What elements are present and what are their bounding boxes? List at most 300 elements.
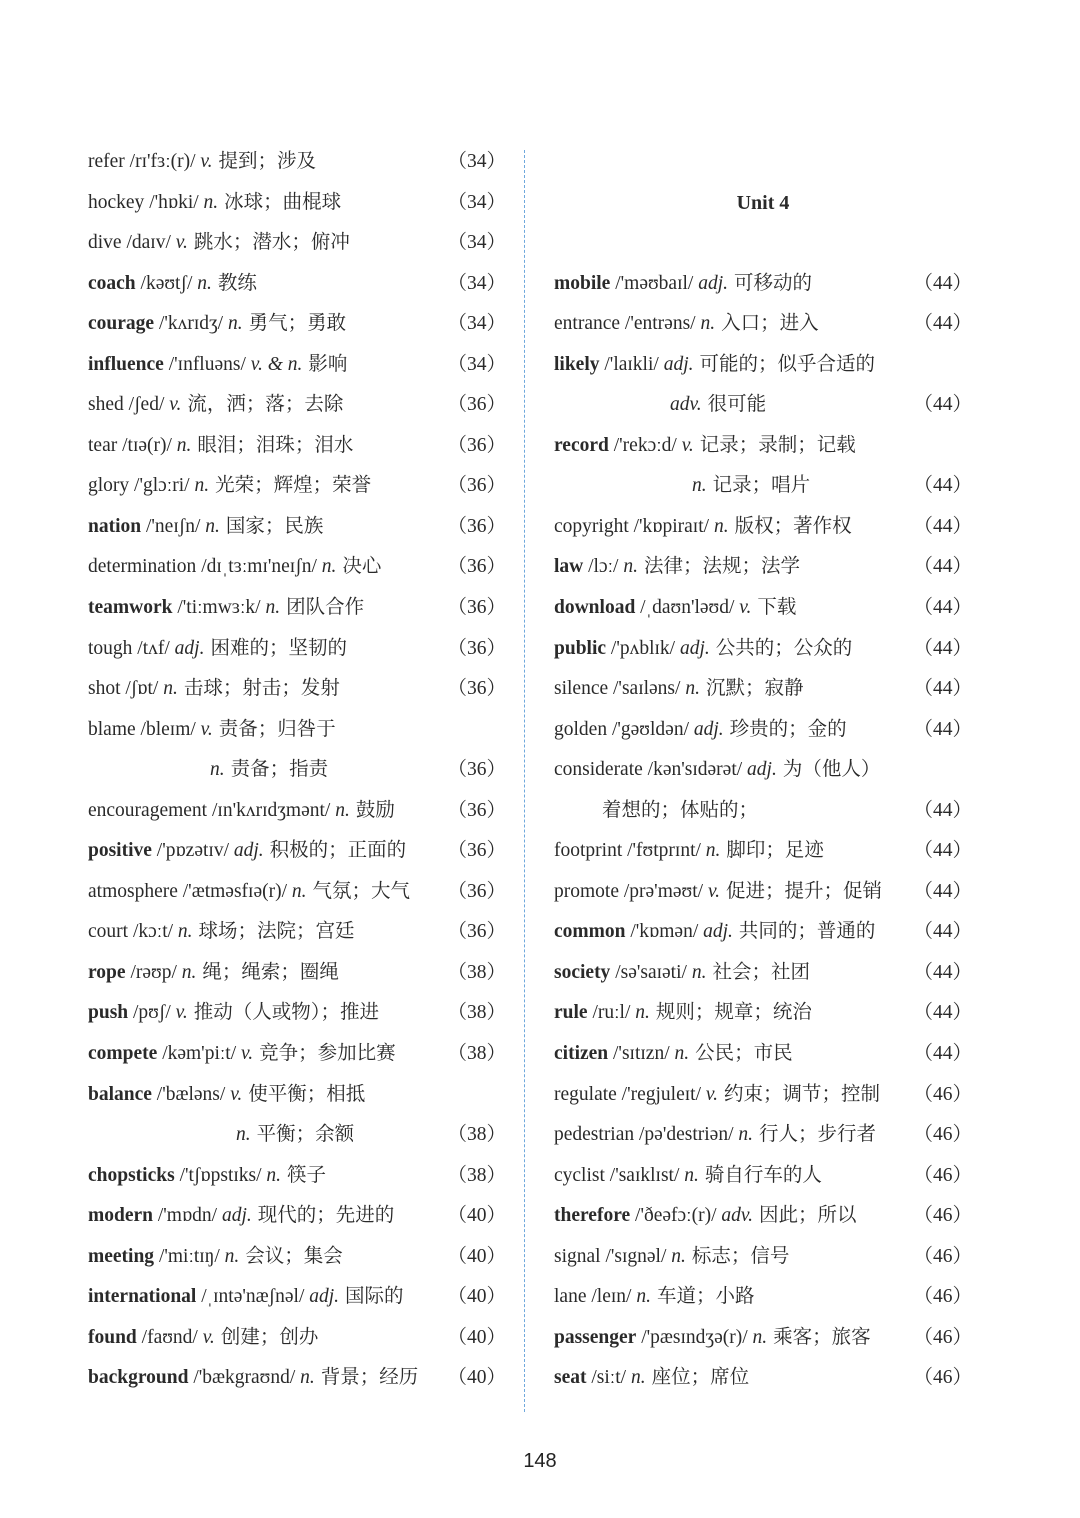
part-of-speech: v. — [681, 434, 694, 456]
headword: signal — [554, 1245, 601, 1267]
page-reference: （34） — [447, 313, 506, 335]
vocab-entry — [554, 750, 972, 791]
page-reference: （44） — [913, 313, 972, 335]
page-reference: （40） — [447, 1245, 506, 1267]
vocab-entry — [554, 1115, 972, 1156]
page-reference: （46） — [913, 1367, 972, 1389]
headword: determination — [88, 556, 197, 578]
page-reference: （46） — [913, 1164, 972, 1186]
page-reference: （40） — [447, 1286, 506, 1308]
definition: 乘客；旅客 — [773, 1326, 871, 1348]
headword: found — [88, 1326, 137, 1348]
page-reference: （40） — [447, 1326, 506, 1348]
phonetic: /'kɒpiraɪt/ — [633, 515, 710, 537]
page-reference: （36） — [447, 759, 506, 781]
part-of-speech: n. — [713, 515, 729, 537]
headword: seat — [554, 1367, 587, 1389]
vocab-entry — [554, 507, 972, 548]
vocab-entry — [88, 1196, 506, 1237]
page-reference: （40） — [447, 1367, 506, 1389]
part-of-speech: adv. — [670, 394, 702, 416]
entry-text — [88, 1358, 418, 1399]
entry-text — [692, 466, 810, 507]
part-of-speech: v. — [169, 394, 182, 416]
headword: shot — [88, 678, 121, 700]
phonetic: /'məʊbaɪl/ — [615, 272, 694, 294]
headword: background — [88, 1367, 189, 1389]
vocab-entry — [554, 1358, 972, 1399]
page-reference: （38） — [447, 1002, 506, 1024]
page-reference: （44） — [913, 1002, 972, 1024]
headword: passenger — [554, 1326, 637, 1348]
definition: 推动（人或物）；推进 — [193, 1002, 380, 1024]
part-of-speech: n. — [163, 678, 178, 700]
definition: 下载 — [757, 597, 797, 619]
vocab-entry — [88, 953, 506, 994]
phonetic: /ˌɪntə'næʃnəl/ — [201, 1286, 305, 1308]
entry-text — [88, 304, 346, 345]
definition: 车道；小路 — [656, 1286, 755, 1308]
phonetic: /kɔːt/ — [132, 921, 174, 943]
headword: push — [88, 1002, 129, 1024]
page-reference: （44） — [913, 515, 972, 537]
part-of-speech: n. — [685, 678, 700, 700]
part-of-speech: n. — [265, 597, 281, 619]
vocab-entry — [88, 426, 506, 467]
page-reference: （44） — [913, 272, 972, 294]
part-of-speech: n. — [177, 921, 193, 943]
phonetic: /rəʊp/ — [130, 961, 177, 983]
vocab-entry — [554, 872, 972, 913]
vocab-entry — [88, 385, 506, 426]
definition: 使平衡；相抵 — [248, 1083, 366, 1105]
phonetic: /'rekɔːd/ — [613, 434, 677, 456]
entry-text — [88, 791, 395, 832]
phonetic: /'bæləns/ — [156, 1083, 226, 1105]
phonetic: /'ætməsfɪə(r)/ — [182, 880, 287, 902]
definition: 入口；进入 — [721, 313, 819, 335]
phonetic: /'pʌblɪk/ — [610, 637, 676, 659]
definition: 记录；录制；记载 — [699, 434, 856, 456]
definition: 版权；著作权 — [734, 515, 852, 537]
vocab-entry — [554, 588, 972, 629]
entry-text — [210, 750, 328, 791]
page-reference: （46） — [913, 1083, 972, 1105]
definition: 勇气；勇敢 — [248, 313, 347, 335]
phonetic: /'hɒki/ — [149, 191, 199, 213]
entry-text — [88, 710, 336, 751]
part-of-speech: n. — [335, 799, 350, 821]
headword: silence — [554, 678, 609, 700]
vocab-entry — [88, 142, 506, 183]
part-of-speech: v. — [230, 1083, 243, 1105]
headword: coach — [88, 272, 136, 294]
headword: encouragement — [88, 799, 208, 821]
vocab-entry — [88, 547, 506, 588]
vocab-entry — [88, 1277, 506, 1318]
entry-text — [554, 629, 852, 670]
phonetic: /ʃɒt/ — [125, 678, 159, 700]
vocab-entry — [554, 912, 972, 953]
entry-text — [88, 547, 381, 588]
definition: 创建；创办 — [220, 1326, 319, 1348]
phonetic: /pʊʃ/ — [133, 1002, 171, 1024]
page-reference: （44） — [913, 921, 972, 943]
vocab-entry — [88, 1237, 506, 1278]
entry-text — [88, 669, 340, 710]
part-of-speech: n. — [738, 1124, 753, 1146]
part-of-speech: v. — [707, 880, 721, 902]
page-reference: （36） — [447, 799, 506, 821]
headword: lane — [554, 1286, 587, 1308]
headword: rope — [88, 961, 126, 983]
vocab-entry — [88, 1075, 506, 1116]
part-of-speech: adj. — [693, 718, 724, 740]
vocab-entry — [554, 1318, 972, 1359]
entry-text — [88, 1196, 394, 1237]
definition: 骑自行车的人 — [704, 1164, 822, 1186]
entry-text — [88, 912, 355, 953]
page-reference: （36） — [447, 475, 506, 497]
phonetic: /'pæsɪndʒə(r)/ — [641, 1326, 748, 1348]
part-of-speech: n. — [205, 515, 220, 537]
headword: meeting — [88, 1245, 155, 1267]
part-of-speech: n. — [181, 961, 197, 983]
vocab-entry — [554, 710, 972, 751]
page-reference: （38） — [447, 1043, 506, 1065]
phonetic: /'sɪgnəl/ — [605, 1245, 667, 1267]
phonetic: /dɪˌtɜːmɪ'neɪʃn/ — [201, 556, 317, 578]
definition: 规则；规章；统治 — [655, 1002, 812, 1024]
phonetic: /prə'məʊt/ — [623, 880, 704, 902]
part-of-speech: n. — [321, 556, 337, 578]
part-of-speech: n. — [227, 313, 243, 335]
definition: 气氛；大气 — [312, 880, 411, 902]
phonetic: /kəʊtʃ/ — [140, 272, 193, 294]
definition: 公民；市民 — [695, 1043, 793, 1065]
page-reference: （44） — [913, 637, 972, 659]
entry-text — [88, 1318, 318, 1359]
headword: courage — [88, 313, 155, 335]
page-reference: （34） — [447, 191, 506, 213]
headword: law — [554, 556, 584, 578]
definition: 困难的；坚韧的 — [210, 637, 347, 659]
phonetic: /bleɪm/ — [140, 718, 196, 740]
vocab-entry — [88, 993, 506, 1034]
headword: mobile — [554, 272, 611, 294]
headword: dive — [88, 232, 122, 254]
entry-text — [88, 1075, 365, 1116]
page-reference: （44） — [913, 394, 972, 416]
part-of-speech: adv. — [721, 1205, 753, 1227]
definition: 跳水；潜水；俯冲 — [193, 232, 350, 254]
entry-text — [554, 1156, 822, 1197]
phonetic: /ˌdaʊn'ləʊd/ — [640, 597, 735, 619]
entry-text — [88, 1237, 343, 1278]
definition: 脚印；足迹 — [726, 840, 824, 862]
entry-text — [88, 953, 339, 994]
headword: tough — [88, 637, 133, 659]
definition: 国际的 — [345, 1286, 404, 1308]
headword: common — [554, 921, 626, 943]
vocab-entry — [88, 750, 506, 791]
headword: pedestrian — [554, 1124, 635, 1146]
vocab-entry — [554, 629, 972, 670]
phonetic: /'bækgraʊnd/ — [193, 1367, 296, 1389]
entry-text — [554, 872, 882, 913]
headword: download — [554, 597, 636, 619]
headword: teamwork — [88, 597, 173, 619]
vocab-entry — [554, 953, 972, 994]
part-of-speech: v. — [739, 597, 752, 619]
entry-text — [88, 466, 371, 507]
vocab-entry — [554, 385, 972, 426]
entry-text — [554, 345, 875, 386]
definition: 公共的；公众的 — [715, 637, 853, 659]
headword: shed — [88, 394, 124, 416]
page-reference: （46） — [913, 1205, 972, 1227]
part-of-speech: adj. — [698, 272, 729, 294]
entry-text — [554, 426, 856, 467]
phonetic: /daɪv/ — [126, 232, 171, 254]
page-reference: （44） — [913, 597, 972, 619]
phonetic: /ʃed/ — [128, 394, 165, 416]
phonetic: /'kɒmən/ — [630, 921, 699, 943]
entry-text — [88, 872, 410, 913]
page-reference: （34） — [447, 151, 506, 172]
vocab-entry — [554, 426, 972, 467]
part-of-speech: v. — [200, 718, 213, 740]
phonetic: /'tiːmwɜːk/ — [177, 597, 261, 619]
definition: 沉默；寂静 — [705, 678, 804, 700]
part-of-speech: n. — [236, 1124, 251, 1146]
part-of-speech: adj. — [233, 840, 264, 862]
vocab-entry — [554, 547, 972, 588]
entry-text — [554, 1358, 749, 1399]
definition: 标志；信号 — [691, 1245, 790, 1267]
headword: likely — [554, 353, 600, 375]
part-of-speech: n. — [203, 191, 219, 213]
phonetic: /ɪn'kʌrɪdʒmənt/ — [211, 799, 331, 821]
vocab-entry — [88, 304, 506, 345]
definition: 可移动的 — [734, 272, 813, 294]
entry-text — [88, 142, 316, 183]
definition: 决心 — [342, 556, 382, 578]
phonetic: /ruːl/ — [592, 1002, 631, 1024]
vocab-entry — [88, 791, 506, 832]
vocab-entry — [554, 1034, 972, 1075]
vocab-entry — [88, 1318, 506, 1359]
entry-text — [88, 831, 406, 872]
part-of-speech: adj. — [174, 637, 205, 659]
definition: 记录；唱片 — [712, 475, 811, 497]
headword: influence — [88, 353, 164, 375]
entry-text — [554, 750, 880, 791]
headword: tear — [88, 434, 118, 456]
part-of-speech: v. — [202, 1326, 215, 1348]
vocab-entry — [88, 264, 506, 305]
phonetic: /'fʊtprɪnt/ — [627, 840, 701, 862]
part-of-speech: adj. — [309, 1286, 340, 1308]
phonetic: /'gəʊldən/ — [611, 718, 689, 740]
definition: 会议；集会 — [245, 1245, 343, 1267]
part-of-speech: v. & n. — [250, 353, 303, 375]
vocab-entry — [554, 466, 972, 507]
part-of-speech: adj. — [221, 1205, 252, 1227]
part-of-speech: v. — [175, 1002, 188, 1024]
definition: 眼泪；泪珠；泪水 — [197, 434, 354, 456]
vocab-entry — [554, 304, 972, 345]
entry-text — [236, 1115, 354, 1156]
entry-text — [88, 1156, 326, 1197]
definition: 背景；经历 — [320, 1367, 419, 1389]
headword: therefore — [554, 1205, 631, 1227]
part-of-speech: n. — [623, 556, 638, 578]
left-column — [88, 142, 506, 1399]
phonetic: /'saɪləns/ — [613, 678, 681, 700]
part-of-speech: adj. — [703, 921, 733, 943]
headword: glory — [88, 475, 130, 497]
phonetic: /leɪn/ — [591, 1286, 632, 1308]
page-reference: （46） — [913, 1286, 972, 1308]
part-of-speech: n. — [197, 272, 212, 294]
right-column — [554, 142, 972, 1399]
entry-text — [554, 1196, 856, 1237]
page-reference: （34） — [447, 353, 506, 375]
vocab-entry — [88, 1358, 506, 1399]
definition: 为（他人） — [782, 759, 881, 781]
vocab-entry — [554, 831, 972, 872]
entry-text — [88, 1034, 396, 1075]
vocab-entry — [554, 669, 972, 710]
phonetic: /'miːtɪŋ/ — [158, 1245, 220, 1267]
definition: 责备；指责 — [230, 759, 329, 781]
headword: public — [554, 637, 607, 659]
definition: 光荣；辉煌；荣誉 — [215, 475, 372, 497]
headword: compete — [88, 1043, 158, 1065]
vocab-entry — [88, 669, 506, 710]
spacer — [554, 223, 972, 264]
vocab-entry — [88, 831, 506, 872]
page-reference: （36） — [447, 921, 506, 943]
entry-text — [554, 1318, 871, 1359]
headword: considerate — [554, 759, 643, 781]
definition: 流，洒；落；去除 — [187, 394, 344, 416]
part-of-speech: adj. — [663, 353, 694, 375]
entry-text — [670, 385, 766, 426]
entry-text — [554, 953, 810, 994]
entry-text — [554, 1075, 880, 1116]
definition: 提到；涉及 — [218, 151, 316, 172]
page-reference: （38） — [447, 1164, 506, 1186]
page-reference: （44） — [913, 961, 972, 983]
headword: modern — [88, 1205, 153, 1227]
vocab-entry — [554, 993, 972, 1034]
vocab-entry — [554, 1075, 972, 1116]
part-of-speech: v. — [200, 151, 213, 172]
entry-text — [554, 588, 796, 629]
vocab-entry — [554, 791, 972, 832]
definition: 积极的；正面的 — [269, 840, 407, 862]
definition: 座位；席位 — [651, 1367, 750, 1389]
phonetic: /pə'destriən/ — [639, 1124, 734, 1146]
phonetic: /'ɪnfluəns/ — [168, 353, 246, 375]
page-reference: （36） — [447, 394, 506, 416]
phonetic: /rɪ'fɜː(r)/ — [129, 151, 196, 172]
page-reference: （44） — [913, 556, 972, 578]
headword: promote — [554, 880, 619, 902]
definition: 击球；射击；发射 — [183, 678, 340, 700]
headword: copyright — [554, 515, 629, 537]
entry-text — [554, 831, 824, 872]
part-of-speech: n. — [176, 434, 192, 456]
definition: 着想的；体贴的； — [602, 799, 759, 821]
page-reference: （46） — [913, 1326, 972, 1348]
headword: hockey — [88, 191, 145, 213]
page-reference: （44） — [913, 718, 972, 740]
definition: 行人；步行者 — [759, 1124, 877, 1146]
entry-text — [88, 507, 323, 548]
definition: 责备；归咎于 — [218, 718, 336, 740]
page-reference: （46） — [913, 1124, 972, 1146]
part-of-speech: v. — [175, 232, 188, 254]
part-of-speech: n. — [700, 313, 716, 335]
phonetic: /'pɒzətɪv/ — [156, 840, 229, 862]
definition: 约束；调节；控制 — [723, 1083, 880, 1105]
definition: 因此；所以 — [758, 1205, 857, 1227]
part-of-speech: n. — [705, 840, 721, 862]
definition: 珍贵的；金的 — [729, 718, 847, 740]
definition: 冰球；曲棍球 — [224, 191, 342, 213]
page-reference: （40） — [447, 1205, 506, 1227]
definition: 鼓励 — [355, 799, 395, 821]
entry-text — [554, 507, 852, 548]
entry-text — [554, 912, 875, 953]
part-of-speech: n. — [684, 1164, 699, 1186]
definition: 筷子 — [287, 1164, 327, 1186]
entry-text — [554, 993, 812, 1034]
entry-text — [596, 791, 758, 832]
definition: 国家；民族 — [225, 515, 324, 537]
vocab-entry — [554, 1196, 972, 1237]
page-reference: （38） — [447, 1124, 506, 1146]
part-of-speech: n. — [691, 961, 707, 983]
entry-text — [88, 993, 379, 1034]
page-reference: （36） — [447, 637, 506, 659]
entry-text — [554, 710, 847, 751]
vocab-entry — [88, 710, 506, 751]
vocab-entry — [88, 629, 506, 670]
page-reference: （36） — [447, 556, 506, 578]
definition: 很可能 — [707, 394, 767, 416]
part-of-speech: n. — [210, 759, 225, 781]
entry-text — [88, 183, 341, 224]
vocab-entry — [88, 588, 506, 629]
page-reference: （44） — [913, 799, 972, 821]
headword: citizen — [554, 1043, 609, 1065]
headword: positive — [88, 840, 152, 862]
headword: golden — [554, 718, 608, 740]
definition: 竞争；参加比赛 — [259, 1043, 396, 1065]
headword: chopsticks — [88, 1164, 175, 1186]
page-reference: （34） — [447, 232, 506, 254]
phonetic: /'ðeəfɔː(r)/ — [635, 1205, 717, 1227]
phonetic: /'tʃɒpstɪks/ — [179, 1164, 262, 1186]
page-number: 148 — [523, 1450, 557, 1472]
headword: footprint — [554, 840, 623, 862]
page-reference: （38） — [447, 961, 506, 983]
page-reference: （44） — [913, 678, 972, 700]
